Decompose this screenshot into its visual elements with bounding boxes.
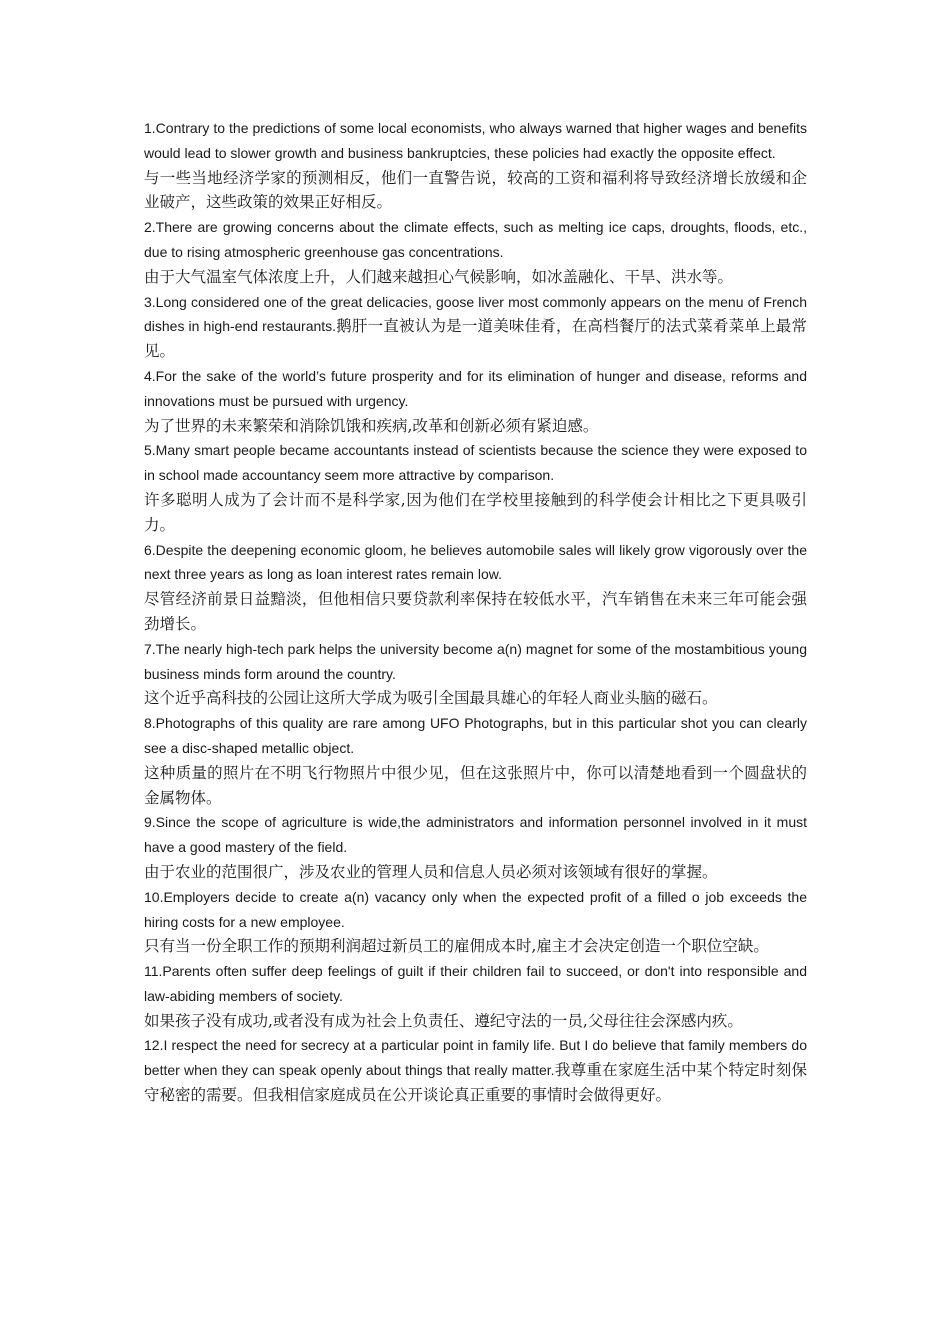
document-page — [144, 116, 807, 1108]
sentence-7-chinese: 这个近乎高科技的公园让这所大学成为吸引全国最具雄心的年轻人商业头脑的磁石。 — [144, 689, 718, 708]
sentence-12 — [144, 1033, 807, 1107]
sentence-1-english: 1.Contrary to the predictions of some local economists, who always warned that higher wages and benefits would lead to slower growth and business bankruptcies, these policies had exactly the opposite effect. — [144, 120, 807, 161]
sentence-8-english: 8.Photographs of this quality are rare among UFO Photographs, but in this particular shot you can clearly see a disc-shaped metallic object. — [144, 715, 807, 756]
sentence-3 — [144, 290, 807, 364]
sentence-6-english: 6.Despite the deepening economic gloom, he believes automobile sales will likely grow vigorously over the next three years as long as loan interest rates remain low. — [144, 541, 807, 583]
sentence-4-english: 4.For the sake of the world’s future prosperity and for its elimination of hunger and disease, reforms and innovations must be pursued with urgency. — [144, 367, 807, 409]
sentence-11-english: 11.Parents often suffer deep feelings of guilt if their children fail to succeed, or don't into responsible and law-abiding members of society. — [144, 963, 807, 1004]
sentence-6-chinese: 尽管经济前景日益黯淡，但他相信只要贷款利率保持在较低水平，汽车销售在未来三年可能会强劲增长。 — [144, 590, 807, 633]
sentence-10-chinese: 只有当一份全职工作的预期利润超过新员工的雇佣成本时,雇主才会决定创造一个职位空缺。 — [144, 937, 769, 956]
sentence-2-chinese: 由于大气温室气体浓度上升，人们越来越担心气候影响，如冰盖融化、干旱、洪水等。 — [144, 267, 734, 286]
sentence-5-english: 5.Many smart people became accountants instead of scientists because the science they were exposed to in school made accountancy seem more attractive by comparison. — [144, 442, 807, 484]
sentence-2-english: 2.There are growing concerns about the climate effects, such as melting ice caps, droughts, floods, etc., due to rising atmospheric greenhouse gas concentrations. — [144, 219, 807, 260]
sentence-12-chinese: 我尊重在家庭生活中某个特定时刻保守秘密的需要。但我相信家庭成员在公开谈论真正重要的事情时会做得更好。 — [144, 1061, 807, 1105]
sentence-9-english: 9.Since the scope of agriculture is wide,the administrators and information personnel involved in it must have a good mastery of the field. — [144, 814, 807, 856]
sentence-4-chinese: 为了世界的未来繁荣和消除饥饿和疾病,改革和创新必须有紧迫感。 — [144, 416, 599, 435]
sentence-11-chinese: 如果孩子没有成功,或者没有成为社会上负责任、遵纪守法的一员,父母往往会深感内疚。 — [144, 1011, 743, 1030]
sentence-3-english: 3.Long considered one of the great delicacies, goose liver most commonly appears on the menu of French dishes in high-end restaurants. — [144, 293, 807, 335]
sentence-3-chinese: 鹅肝一直被认为是一道美味佳肴，在高档餐厅的法式菜肴菜单上最常见。 — [144, 317, 807, 361]
sentence-8-chinese: 这种质量的照片在不明飞行物照片中很少见，但在这张照片中，你可以清楚地看到一个圆盘状的金属物体。 — [144, 763, 807, 807]
sentence-5-chinese: 许多聪明人成为了会计而不是科学家,因为他们在学校里接触到的科学使会计相比之下更具吸引力。 — [144, 490, 807, 534]
sentence-9-chinese: 由于农业的范围很广，涉及农业的管理人员和信息人员必须对该领域有很好的掌握。 — [144, 862, 718, 881]
sentence-12-english: 12.I respect the need for secrecy at a particular point in family life. But I do believe that family members do better when they can speak openly about things that really matter. — [144, 1037, 807, 1079]
sentence-7-english: 7.The nearly high-tech park helps the university become a(n) magnet for some of the mostambitious young business minds form around the country. — [144, 640, 807, 682]
sentence-10-english: 10.Employers decide to create a(n) vacancy only when the expected profit of a filled o job exceeds the hiring costs for a new employee. — [144, 888, 807, 930]
sentence-1-chinese: 与一些当地经济学家的预测相反，他们一直警告说，较高的工资和福利将导致经济增长放缓和企业破产，这些政策的效果正好相反。 — [144, 168, 807, 212]
